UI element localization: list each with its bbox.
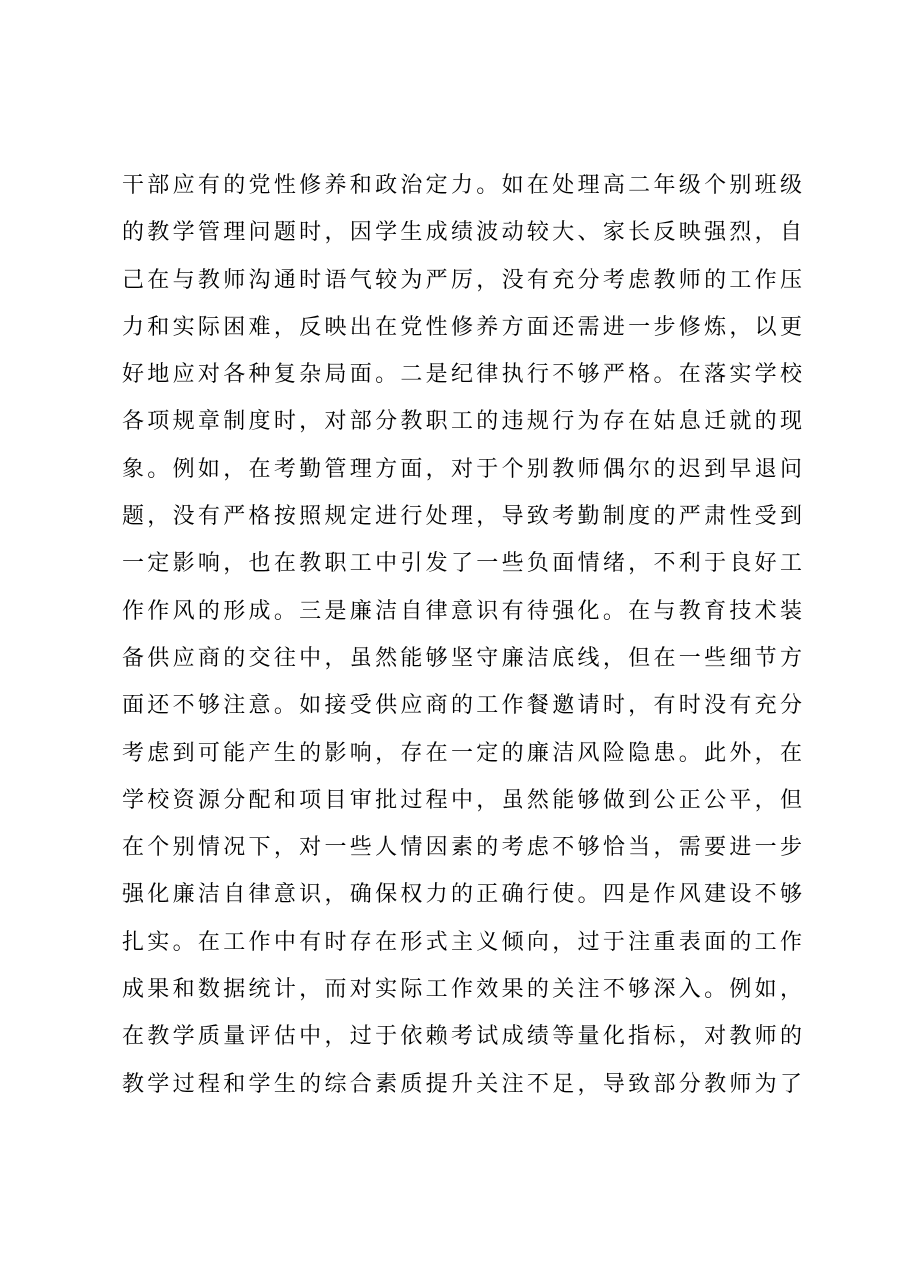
text-line: 强化廉洁自律意识，确保权力的正确行使。四是作风建设不够 — [122, 882, 802, 908]
text-line: 的教学管理问题时，因学生成绩波动较大、家长反映强烈，自 — [122, 220, 802, 246]
text-line: 力和实际困难，反映出在党性修养方面还需进一步修炼，以更 — [122, 314, 802, 340]
text-line: 成果和数据统计，而对实际工作效果的关注不够深入。例如， — [122, 977, 802, 1003]
text-line: 面还不够注意。如接受供应商的工作餐邀请时，有时没有充分 — [122, 693, 802, 719]
text-line: 一定影响，也在教职工中引发了一些负面情绪，不利于良好工 — [122, 551, 802, 577]
text-line: 干部应有的党性修养和政治定力。如在处理高二年级个别班级 — [122, 173, 802, 198]
text-line: 象。例如，在考勤管理方面，对于个别教师偶尔的迟到早退问 — [122, 456, 802, 482]
text-line: 作作风的形成。三是廉洁自律意识有待强化。在与教育技术装 — [122, 598, 802, 624]
body-text — [122, 162, 802, 1108]
text-line: 各项规章制度时，对部分教职工的违规行为存在姑息迁就的现 — [122, 409, 802, 435]
text-line: 考虑到可能产生的影响，存在一定的廉洁风险隐患。此外，在 — [122, 740, 802, 766]
text-line: 在教学质量评估中，过于依赖考试成绩等量化指标，对教师的 — [122, 1024, 802, 1050]
text-line: 学校资源分配和项目审批过程中，虽然能够做到公正公平，但 — [122, 787, 802, 813]
text-line: 扎实。在工作中有时存在形式主义倾向，过于注重表面的工作 — [122, 929, 802, 955]
text-line: 备供应商的交往中，虽然能够坚守廉洁底线，但在一些细节方 — [122, 645, 802, 671]
text-line: 好地应对各种复杂局面。二是纪律执行不够严格。在落实学校 — [122, 362, 802, 388]
text-line: 题，没有严格按照规定进行处理，导致考勤制度的严肃性受到 — [122, 504, 802, 530]
text-line: 教学过程和学生的综合素质提升关注不足，导致部分教师为了 — [122, 1071, 802, 1097]
text-line: 在个别情况下，对一些人情因素的考虑不够恰当，需要进一步 — [122, 835, 802, 861]
text-line: 己在与教师沟通时语气较为严厉，没有充分考虑教师的工作压 — [122, 267, 802, 293]
